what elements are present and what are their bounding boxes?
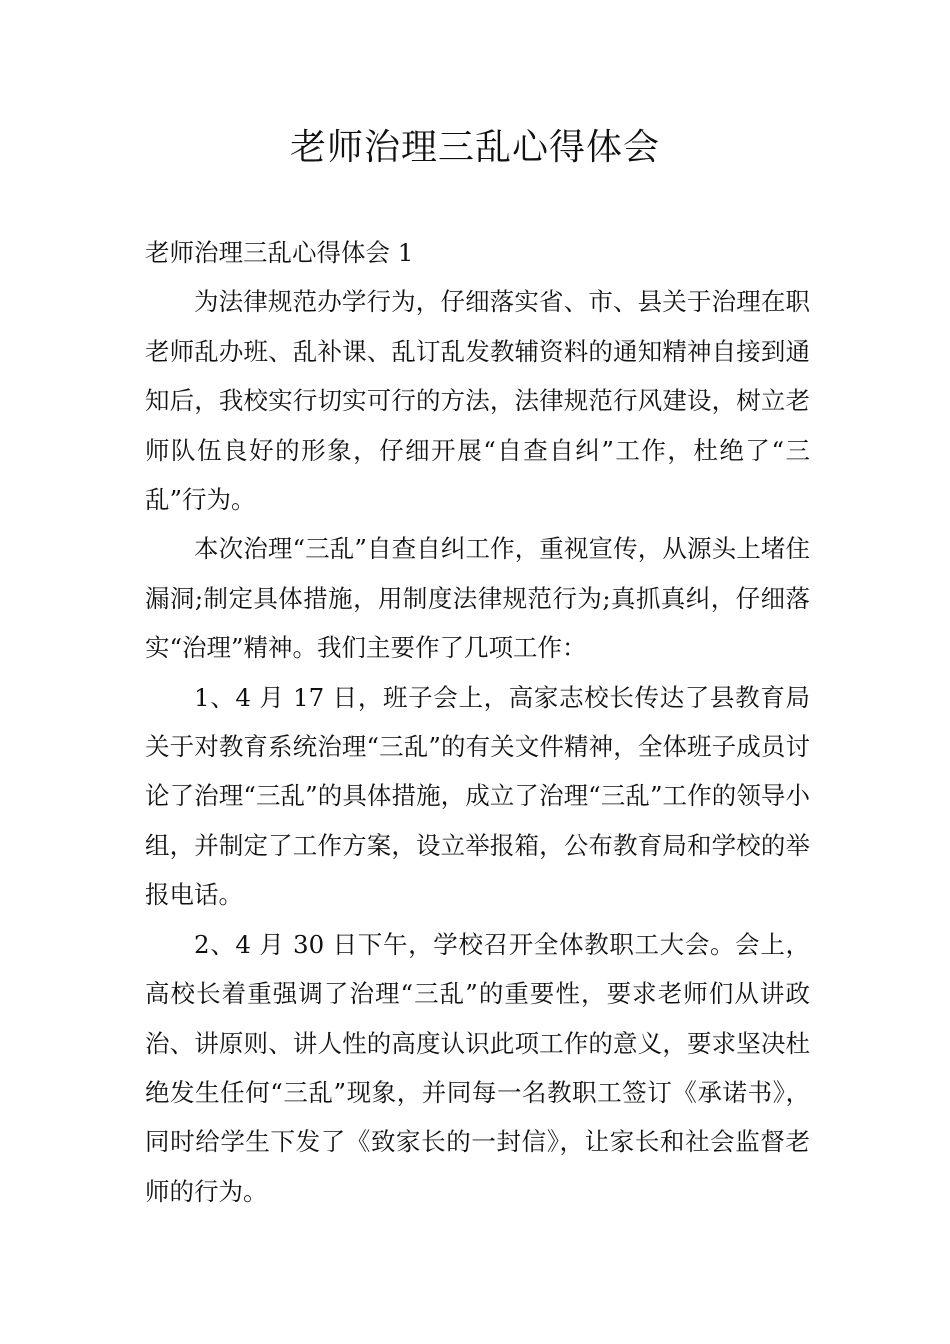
paragraph-summary: 本次治理“三乱”自查自纠工作，重视宣传，从源头上堵住漏洞;制定具体措施，用制度法律规范行为;真抓真纠，仔细落实“治理”精神。我们主要作了几项工作： [145,534,810,663]
document-body [145,228,810,1216]
paragraph-item-2: 2、4 月 30 日下午，学校召开全体教职工大会。会上，高校长着重强调了治理“三乱”的重要性，要求老师们从讲政治、讲原则、讲人性的高度认识此项工作的意义，要求坚决杜绝发生任何“三乱”现象，并同每一名教职工签订《承诺书》，同时给学生下发了《致家长的一封信》，让家长和社会监督老师的行为。 [145,929,810,1206]
document-title: 老师治理三乱心得体会 [289,127,660,168]
paragraph-intro: 为法律规范办学行为，仔细落实省、市、县关于治理在职老师乱办班、乱补课、乱订乱发教辅资料的通知精神自接到通知后，我校实行切实可行的方法，法律规范行风建设，树立老师队伍良好的形象，仔细开展“自查自纠”工作，杜绝了“三乱”行为。 [145,287,810,515]
section-heading: 老师治理三乱心得体会 1 [145,238,414,267]
paragraph-item-1: 1、4 月 17 日，班子会上，高家志校长传达了县教育局关于对教育系统治理“三乱”的有关文件精神，全体班子成员讨论了治理“三乱”的具体措施，成立了治理“三乱”工作的领导小组，并制定了工作方案，设立举报箱，公布教育局和学校的举报电话。 [145,682,810,910]
